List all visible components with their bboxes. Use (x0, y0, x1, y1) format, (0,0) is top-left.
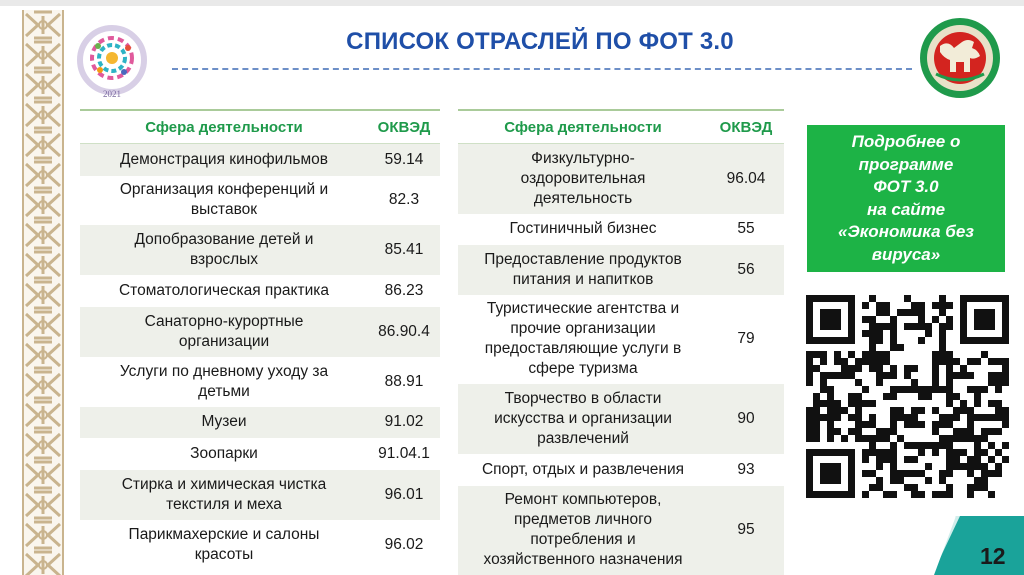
table-row (80, 407, 440, 438)
tatarstan-emblem-icon (918, 16, 1002, 100)
table-row (458, 295, 784, 384)
sphere-cell: Физкультурно- оздоровительная деятельность (458, 144, 708, 214)
promo-line: на сайте (866, 199, 946, 219)
okved-cell: 96.02 (384, 535, 424, 553)
table-row (80, 438, 440, 470)
okved-cell: 86.90.4 (368, 307, 440, 357)
program-link-box[interactable] (807, 125, 1005, 272)
qr-code-icon[interactable] (806, 295, 1009, 498)
table-row (80, 307, 440, 357)
table-row (80, 470, 440, 520)
sphere-cell: Демонстрация кинофильмов (80, 144, 368, 176)
table-row (80, 520, 440, 570)
promo-line: программе (858, 154, 954, 174)
table-row (458, 384, 784, 454)
title-divider (172, 68, 912, 70)
page-number: 12 (980, 543, 1006, 569)
promo-line: ФОТ 3.0 (873, 177, 939, 196)
okved-cell: 82.3 (388, 191, 420, 208)
table-row (80, 225, 440, 275)
header-sphere: Сфера деятельности (80, 110, 368, 144)
table-row (80, 275, 440, 307)
table-row (80, 144, 440, 176)
table-row (458, 454, 784, 486)
okved-cell: 59.14 (368, 144, 440, 176)
sphere-cell: Зоопарки (190, 444, 258, 462)
header-okved: ОКВЭД (708, 110, 784, 144)
logo-year: 2021 (103, 89, 121, 99)
promo-line: «Экономика без (838, 222, 974, 241)
okved-cell: 91.02 (368, 407, 440, 438)
sphere-cell: Парикмахерские и салоны красоты (128, 525, 320, 563)
table-row (80, 176, 440, 225)
sphere-cell: Стирка и химическая чистка текстиля и меха (80, 470, 368, 520)
ornament-border (22, 10, 64, 575)
industries-table-right (458, 109, 784, 575)
sphere-cell: Музеи (80, 407, 368, 438)
sphere-cell: Услуги по дневному уходу за детьми (119, 362, 329, 400)
table-row (458, 245, 784, 295)
sphere-cell: Спорт, отдых и развлечения (481, 460, 685, 478)
header-okved: ОКВЭД (368, 110, 440, 144)
promo-line: Подробнее о (851, 132, 961, 151)
page-corner-decoration (926, 516, 1024, 575)
table-row (458, 214, 784, 245)
okved-cell: 96.04 (708, 144, 784, 214)
sphere-cell: Организация конференций и выставок (119, 181, 329, 218)
sphere-cell: Стоматологическая практика (118, 281, 329, 299)
sphere-cell: Санаторно-курортные организации (80, 307, 368, 357)
okved-cell: 91.04.1 (378, 444, 430, 462)
page-title: СПИСОК ОТРАСЛЕЙ ПО ФОТ 3.0 (346, 28, 734, 55)
sphere-cell: Допобразование детей и взрослых (80, 225, 368, 275)
okved-cell: 85.41 (368, 225, 440, 275)
table-row (458, 486, 784, 575)
industries-table-left (80, 109, 440, 570)
okved-cell: 55 (737, 220, 755, 237)
top-bar (0, 0, 1024, 6)
sphere-cell: Гостиничный бизнес (509, 220, 657, 237)
table-row (80, 357, 440, 407)
promo-line: вируса» (871, 244, 941, 264)
sphere-cell: Предоставление продуктов питания и напитков (458, 245, 708, 295)
header-sphere: Сфера деятельности (458, 110, 708, 144)
okved-cell: 96.01 (368, 470, 440, 520)
sphere-cell: Туристические агентства и прочие организации предоставляющие услуги в сфере туризма (484, 300, 682, 377)
okved-cell: 56 (708, 245, 784, 295)
table-row (458, 144, 784, 214)
okved-cell: 86.23 (384, 281, 424, 299)
okved-cell: 93 (737, 460, 755, 478)
sphere-cell: Ремонт компьютеров, предметов личного потребления и хозяйственного назначения (458, 486, 708, 575)
sphere-cell: Творчество в области искусства и организации развлечений (458, 384, 708, 454)
okved-cell: 88.91 (384, 372, 424, 390)
okved-cell: 95 (708, 486, 784, 575)
okved-cell: 79 (737, 330, 755, 347)
okved-cell: 90 (708, 384, 784, 454)
